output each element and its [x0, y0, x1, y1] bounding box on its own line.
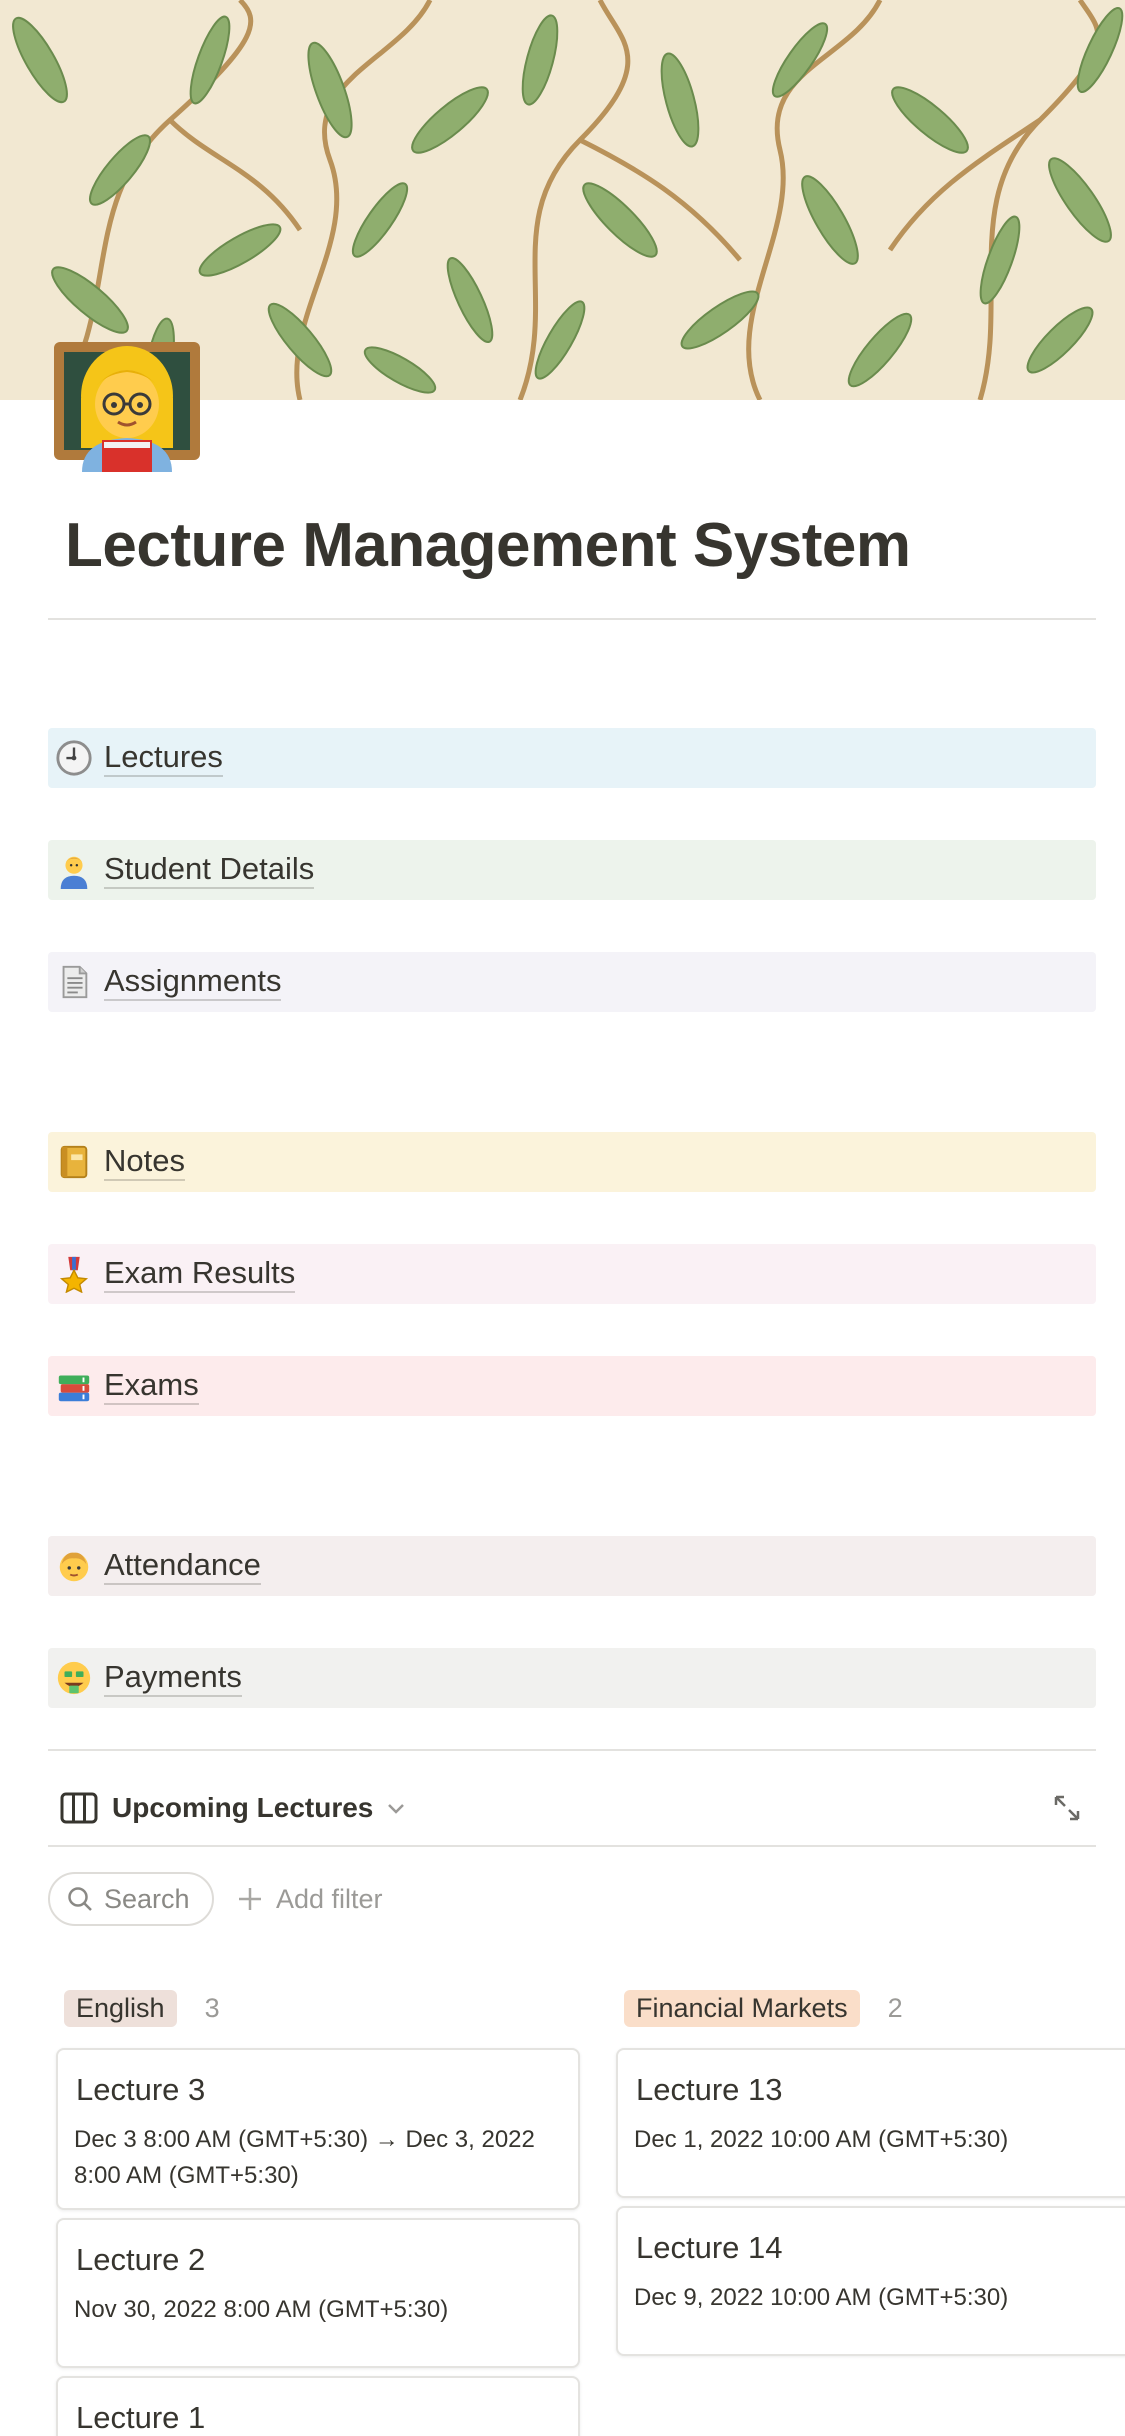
group-count: 2 [887, 1992, 903, 2023]
link-label: Lectures [104, 739, 223, 778]
board-group-header [624, 1988, 903, 2028]
view-name: Upcoming Lectures [112, 1792, 374, 1823]
medal-icon [54, 1254, 94, 1294]
card-title: Lecture 13 [636, 2072, 783, 2107]
link-student-details[interactable] [48, 840, 1096, 900]
teacher-icon [52, 328, 202, 472]
document-icon [54, 962, 94, 1002]
board-card[interactable] [56, 2048, 580, 2210]
link-assignments[interactable] [48, 952, 1096, 1012]
card-title: Lecture 3 [76, 2072, 206, 2107]
link-exams[interactable] [48, 1356, 1096, 1416]
clock-icon [54, 738, 94, 778]
link-label: Exam Results [104, 1255, 295, 1294]
link-label: Payments [104, 1659, 242, 1698]
board-view-icon [60, 1792, 98, 1824]
link-label: Assignments [104, 963, 281, 1002]
card-date: Nov 30, 2022 8:00 AM (GMT+5:30) [74, 2296, 449, 2323]
chevron-down-icon [385, 1797, 407, 1819]
page-title: Lecture Management System [65, 511, 911, 580]
child-icon [54, 1546, 94, 1586]
link-label: Student Details [104, 851, 314, 890]
plus-icon [236, 1885, 264, 1913]
card-date: Dec 9, 2022 10:00 AM (GMT+5:30) [634, 2284, 1009, 2311]
link-attendance[interactable] [48, 1536, 1096, 1596]
board-card[interactable] [56, 2376, 580, 2436]
link-label: Exams [104, 1367, 199, 1406]
search-label: Search [104, 1883, 190, 1914]
notebook-icon [54, 1142, 94, 1182]
view-selector[interactable] [60, 1780, 407, 1836]
board-card[interactable] [56, 2218, 580, 2368]
board-group-header [64, 1988, 220, 2028]
group-count: 3 [204, 1992, 220, 2023]
board-card[interactable] [616, 2206, 1125, 2356]
link-lectures[interactable] [48, 728, 1096, 788]
board-card[interactable] [616, 2048, 1125, 2198]
divider [48, 618, 1096, 620]
divider [48, 1749, 1096, 1751]
student-icon [54, 850, 94, 890]
expand-icon[interactable] [1052, 1793, 1082, 1823]
group-tag[interactable]: Financial Markets [624, 1990, 860, 2027]
card-title: Lecture 14 [636, 2230, 783, 2265]
search-button[interactable] [48, 1872, 214, 1926]
card-date: Dec 1, 2022 10:00 AM (GMT+5:30) [634, 2126, 1009, 2153]
card-title: Lecture 1 [76, 2400, 206, 2435]
divider [48, 1845, 1096, 1847]
group-tag[interactable]: English [64, 1990, 177, 2027]
money-face-icon [54, 1658, 94, 1698]
link-notes[interactable] [48, 1132, 1096, 1192]
card-date: Dec 3 8:00 AM (GMT+5:30) → Dec 3, 2022 8:00 AM (GMT+5:30) [74, 2126, 535, 2189]
books-icon [54, 1366, 94, 1406]
add-filter-button[interactable] [236, 1872, 383, 1926]
link-label: Notes [104, 1143, 185, 1182]
link-exam-results[interactable] [48, 1244, 1096, 1304]
search-icon [66, 1885, 94, 1913]
link-payments[interactable] [48, 1648, 1096, 1708]
link-label: Attendance [104, 1547, 261, 1586]
add-filter-label: Add filter [276, 1883, 383, 1914]
card-title: Lecture 2 [76, 2242, 206, 2277]
